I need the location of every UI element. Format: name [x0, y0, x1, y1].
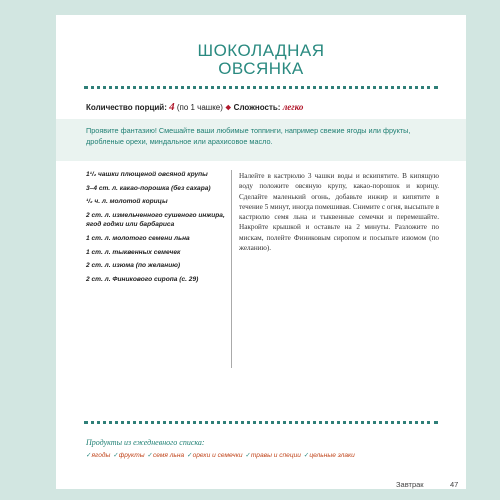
diamond-icon: ❖ — [225, 105, 232, 112]
ingredient-item: 2 ст. л. изюма (по желанию) — [86, 262, 181, 270]
recipe-title-line-2: ОВСЯНКА — [218, 59, 304, 78]
recipe-meta — [86, 101, 303, 113]
ingredient-item: 1 ст. л. молотого семени льна — [86, 235, 190, 243]
ingredient-item: 2 ст. л. измельченного сушеного инжира, ягод годжи или барбариса — [86, 212, 225, 229]
ingredient-item: ¹/₂ ч. л. молотой корицы — [86, 198, 168, 206]
ingredient-item: 1¹/₂ чашки плющеной овсяной крупы — [86, 171, 208, 178]
check-icon: ✓ — [86, 452, 92, 459]
ingredients-list — [86, 170, 228, 289]
ingredient-item: 1 ст. л. тыквенных семечек — [86, 248, 181, 256]
daily-list — [86, 451, 356, 459]
recipe-title — [56, 42, 466, 78]
dotted-divider-top — [84, 86, 438, 89]
recipe-intro: Проявите фантазию! Смешайте ваши любимые топпинги, например свежие ягоды или фрукты, дробленые орехи, миндальное или арахисовое масло. — [86, 126, 411, 146]
servings-note: (по 1 чашке) — [176, 103, 223, 112]
page-number: 47 — [450, 480, 459, 489]
check-icon: ✓ — [245, 452, 251, 459]
section-label: Завтрак — [396, 480, 424, 489]
check-icon: ✓ — [113, 452, 119, 459]
daily-item: цельные злаки — [309, 452, 355, 459]
servings-label: Количество порций: — [86, 103, 167, 112]
book-page — [56, 15, 466, 489]
daily-item: травы и специи — [250, 452, 301, 459]
ingredient-item: 2 ст. л. Финикового сиропа (с. 29) — [86, 276, 199, 284]
daily-list-title: Продукты из ежедневного списка: — [86, 438, 205, 447]
daily-item: ягоды — [91, 452, 111, 459]
daily-item: семя льна — [152, 452, 185, 459]
dotted-divider-bottom — [84, 421, 438, 424]
daily-item: орехи и семечки — [192, 452, 243, 459]
check-icon: ✓ — [147, 452, 153, 459]
difficulty-value: легко — [282, 102, 304, 112]
difficulty-label: Сложность: — [233, 103, 281, 112]
ingredient-item: 3–4 ст. л. какао-порошка (без сахара) — [86, 184, 211, 192]
servings-value: 4 — [169, 101, 175, 113]
recipe-title-line-1: ШОКОЛАДНАЯ — [197, 41, 325, 60]
check-icon: ✓ — [303, 452, 310, 459]
check-icon: ✓ — [187, 452, 193, 459]
column-divider — [231, 170, 232, 368]
recipe-instructions: Налейте в кастрюлю 3 чашки воды и вскипятите. В кипящую воду положите овсяную крупу, какао-порошок и корицу. Сделайте маленький огонь, добавьте инжир и кипятите в течение 5 минут, иногда помешивая. Снимите с огня, высыпьте в кастрюлю семя льна и тыквенные семечки и перемешайте. Накройте крышкой и оставьте на 2 минуты. Разложите по мискам, полейте Финиковым сиропом и посыпьте изюмом (по желанию). — [239, 172, 439, 253]
daily-item: фрукты — [118, 452, 145, 459]
